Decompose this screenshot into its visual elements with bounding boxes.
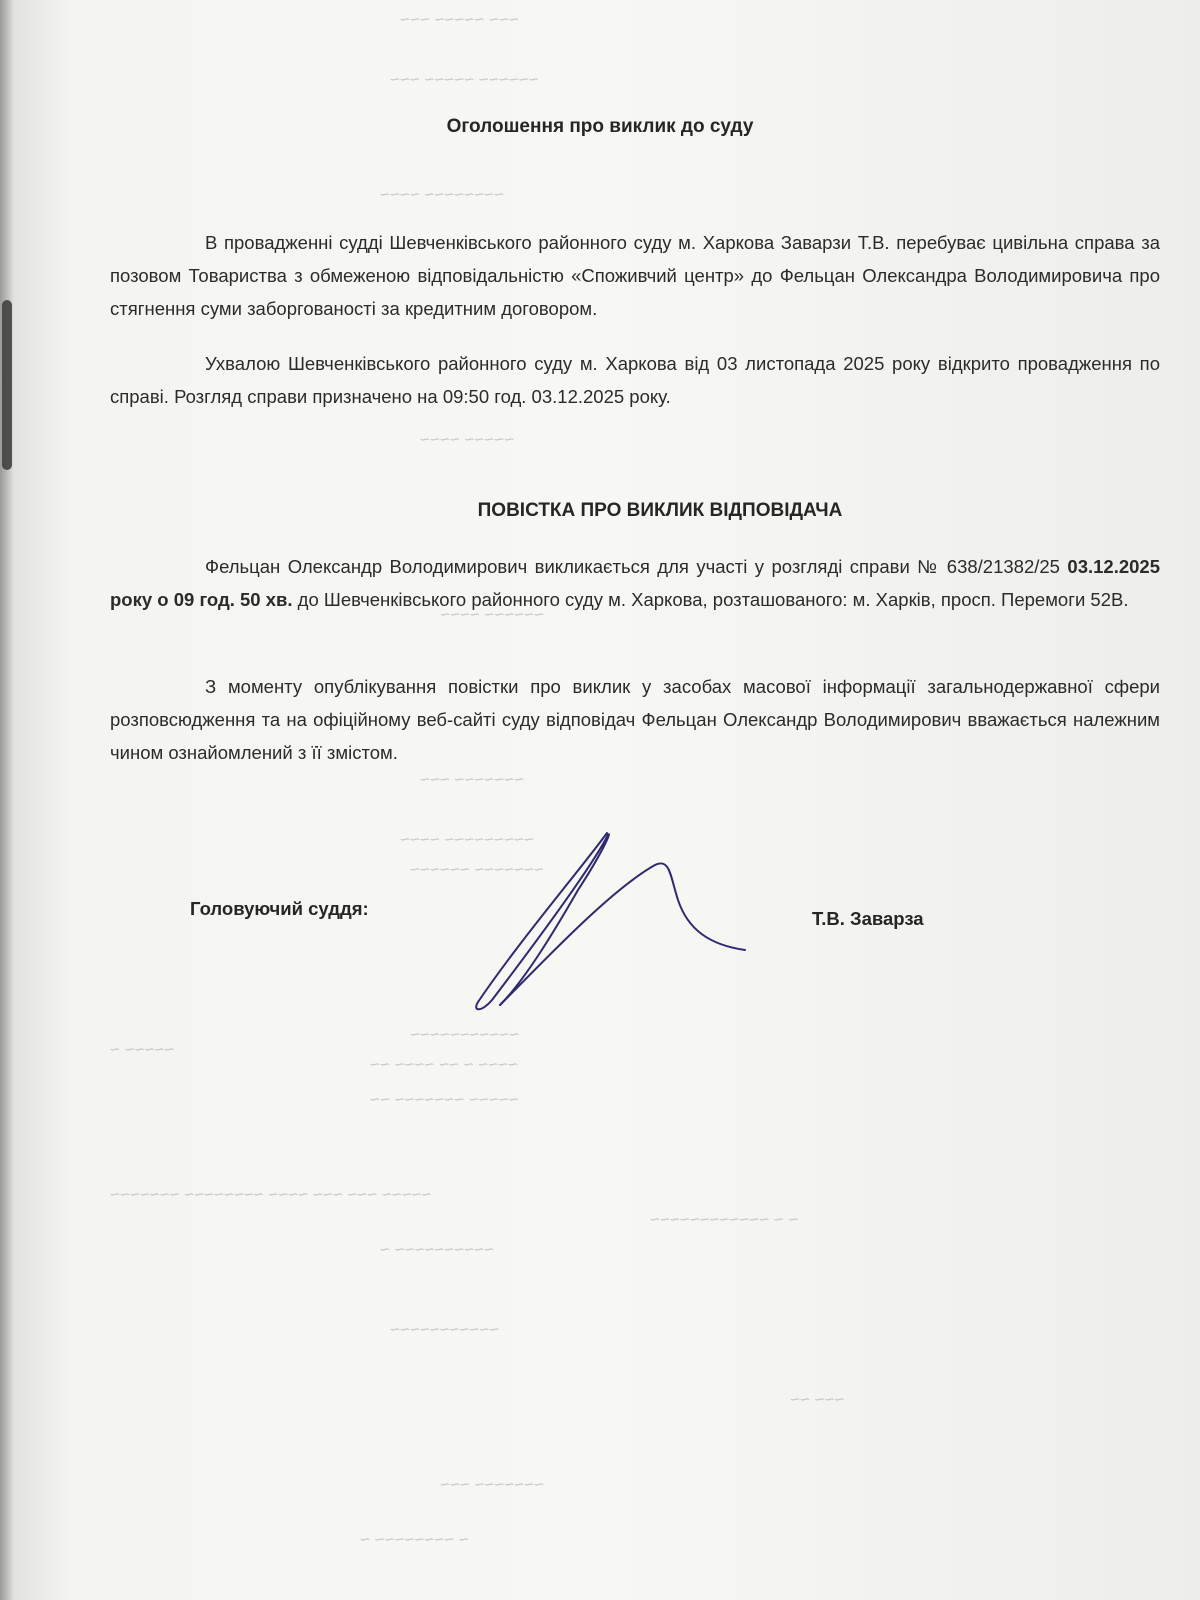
bleed-through-texture: ~~~~~ ~~~ ~~~ ~~~~ ~~~~~~~~ ~~~~~~~: [110, 1185, 432, 1204]
bleed-through-texture: ~~~~~ ~~~~~~~ ~~: [370, 1090, 519, 1109]
bleed-through-texture: ~~~~~~~~~~~: [390, 1320, 500, 1339]
bleed-through-texture: ~~~~~~ ~~~~~ ~~~: [390, 70, 539, 89]
bleed-through-texture: ~ ~ ~~~~~~~~~~~~: [650, 1210, 799, 1229]
bleed-through-texture: ~~~~~~ ~~~~: [440, 605, 545, 624]
summons-paragraph-2: [110, 670, 1160, 769]
bleed-through-texture: ~ ~~~~~~~~ ~: [360, 1530, 469, 1549]
presiding-judge-label: Головуючий суддя:: [190, 898, 369, 919]
notice-paragraph-1-text: В провадженні судді Шевченківського районного суду м. Харкова Заварзи Т.В. перебуває цивільна справа за позовом Товариства з обмеженою відповідальністю «Споживчий центр» до Фельцан Олександра Володимировича про стягнення суми заборгованості за кредитним договором.: [110, 232, 1160, 319]
notice-paragraph-2-text: Ухвалою Шевченківського районного суду м. Харкова від 03 листопада 2025 року відкрито провадження по справі. Розгляд справи призначено на 09:50 год. 03.12.2025 року.: [110, 353, 1160, 407]
notice-paragraph-2: [110, 347, 1160, 413]
judge-name: Т.В. Заварза: [812, 908, 924, 929]
scan-edge-mark: [2, 300, 12, 470]
bleed-through-texture: ~~~~~~~~~~ ~: [380, 1240, 494, 1259]
bleed-through-texture: ~~~~~~~ ~~~: [440, 1475, 545, 1494]
scan-edge-shadow: [0, 0, 14, 1600]
hearing-datetime: 03.12.2025 року о 09 год. 50 хв.: [110, 556, 1160, 610]
notice-paragraph-1: [110, 226, 1160, 325]
summons-paragraph-2-text: З моменту опублікування повістки про виклик у засобах масової інформації загальнодержавної сфери розповсюдження та на офіційному веб-сайті суду відповідач Фельцан Олександр Володимирович вважається належним чином ознайомлений з її змістом.: [110, 676, 1160, 763]
bleed-through-texture: ~~~~~~~~~~~: [410, 1025, 520, 1044]
bleed-through-texture: ~~~~~~~~ ~~~~: [380, 185, 504, 204]
summons-paragraph-1-end: до Шевченківського районного суду м. Харкова, розташованого: м. Харків, просп. Перемоги 52В.: [297, 589, 1129, 610]
bleed-through-texture: ~~~~~~~~~ ~~~~: [400, 830, 534, 849]
summons-paragraph-1: [110, 550, 1160, 616]
bleed-through-texture: ~~~~~ ~~~~: [420, 430, 515, 449]
bleed-through-texture: ~~~~~ ~: [110, 1040, 175, 1059]
bleed-through-texture: ~~~~~~~ ~~~: [420, 770, 525, 789]
handwritten-signature: [460, 830, 760, 1030]
summons-title: ПОВІСТКА ПРО ВИКЛИК ВІДПОВІДАЧА: [477, 500, 843, 521]
bleed-through-texture: ~~~ ~~: [790, 1390, 845, 1409]
bleed-through-texture: ~~~~~~~ ~~~~~~: [410, 860, 544, 879]
notice-title: Оголошення про виклик до суду: [446, 116, 754, 137]
summons-paragraph-1-start: Фельцан Олександр Володимирович викликається для участі у розгляді справи № 638/21382/25: [205, 556, 1060, 577]
bleed-through-texture: ~~~ ~~~~~ ~~~: [400, 10, 519, 29]
bleed-through-texture: ~~~~ ~ ~~ ~~~~ ~~: [370, 1055, 518, 1074]
